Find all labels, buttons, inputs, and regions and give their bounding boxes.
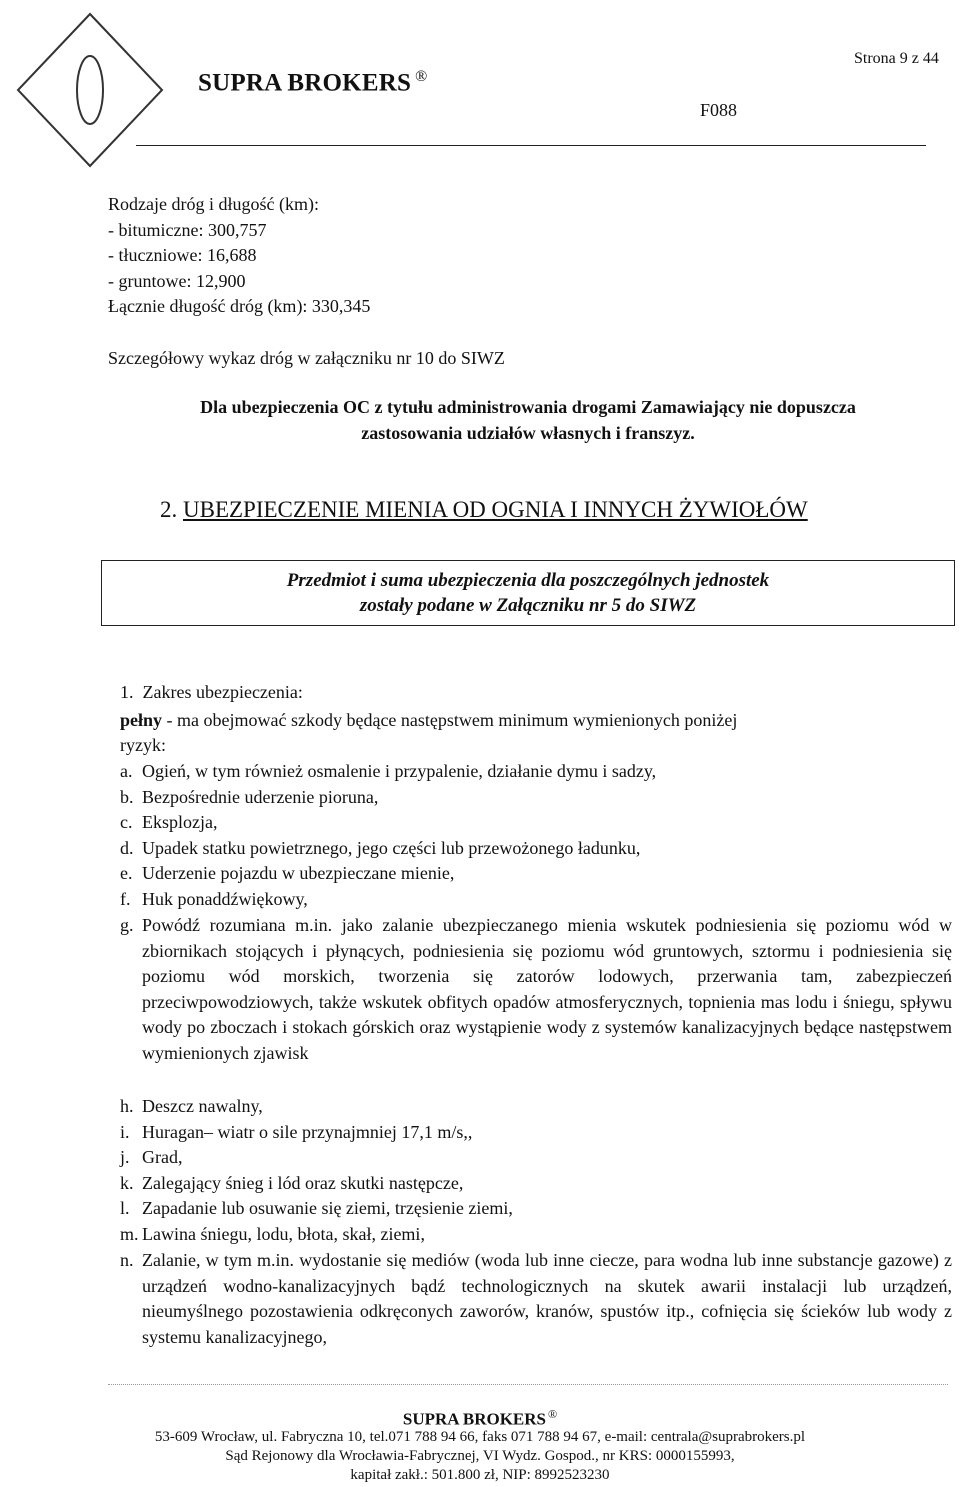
scope-block — [120, 680, 950, 759]
risk-item — [120, 810, 952, 836]
risk-item — [120, 759, 952, 785]
risk-label: h. — [120, 1096, 134, 1116]
roads-details: Szczegółowy wykaz dróg w załączniku nr 10 do SIWZ — [108, 348, 505, 368]
risk-text: Zalanie, w tym m.in. wydostanie się mediów (woda lub inne ciecze, para wodna lub inne substancje gazowe) z urządzeń wodno-kanalizacyjnych bądź technologicznych na skutek awarii instalacji lub urządzeń, nieumyślnego pozostawienia odkręconych zaworów, kranów, spustów itp., cofnięcia się ścieków lub wody z systemu kanalizacyjnego, — [142, 1250, 952, 1347]
header-company-name — [198, 68, 427, 97]
footer-divider — [108, 1384, 948, 1385]
risk-item — [120, 1094, 952, 1120]
risk-item — [120, 861, 952, 887]
risk-label: k. — [120, 1173, 134, 1193]
risk-text: Eksplozja, — [142, 812, 218, 832]
road-type-item: - bitumiczne: 300,757 — [108, 219, 267, 240]
road-type-item: - tłuczniowe: 16,688 — [108, 245, 257, 265]
risk-label: j. — [120, 1147, 130, 1167]
risk-item — [120, 785, 952, 811]
scope-text: - ma obejmować szkody będące następstwem minimum wymienionych poniżej — [162, 709, 738, 730]
risk-item — [120, 1248, 952, 1350]
subject-box — [101, 560, 955, 626]
scope-text-cont: ryzyk: — [120, 735, 166, 755]
risk-text: Upadek statku powietrznego, jego części lub przewożonego ładunku, — [142, 838, 641, 858]
footer-company — [0, 1404, 960, 1430]
risk-item — [120, 1145, 952, 1171]
risk-label: g. — [120, 915, 134, 935]
page-number: Strona 9 z 44 — [854, 50, 939, 67]
registered-mark: ® — [415, 68, 428, 85]
footer-capital: kapitał zakł.: 501.800 zł, NIP: 8992523230 — [350, 1467, 610, 1483]
risk-text: Zalegający śnieg i lód oraz skutki następcze, — [142, 1173, 464, 1193]
registered-mark: ® — [548, 1407, 558, 1421]
oc-note — [108, 395, 948, 446]
subject-box-line: zostały podane w Załączniku nr 5 do SIWZ — [359, 595, 697, 616]
risk-label: m. — [120, 1224, 139, 1244]
header-company-text: SUPRA BROKERS — [198, 69, 412, 97]
risk-text: Zapadanie lub osuwanie się ziemi, trzęsienie ziemi, — [142, 1198, 513, 1218]
risk-item — [120, 1196, 952, 1222]
oc-note-line: zastosowania udziałów własnych i franszyz. — [361, 422, 695, 443]
footer-address: 53-609 Wrocław, ul. Fabryczna 10, tel.071 788 94 66, faks 071 788 94 67, e-mail: centrala@suprabrokers.pl — [154, 1429, 806, 1445]
footer-court: Sąd Rejonowy dla Wrocławia-Fabrycznej, VI Wydz. Gospod., nr KRS: 0000155993, — [225, 1448, 735, 1464]
risk-label: b. — [120, 787, 134, 807]
scope-bold: pełny — [120, 709, 163, 730]
risk-item — [120, 1120, 952, 1146]
risk-item — [120, 1171, 952, 1197]
risk-text: Uderzenie pojazdu w ubezpieczane mienie, — [142, 863, 455, 883]
risk-text: Lawina śniegu, lodu, błota, skał, ziemi, — [142, 1224, 425, 1244]
risk-label: c. — [120, 812, 133, 832]
subject-box-line: Przedmiot i suma ubezpieczenia dla poszczególnych jednostek — [286, 570, 770, 591]
risk-text: Huragan– wiatr o sile przynajmniej 17,1 m/s,, — [142, 1122, 473, 1142]
risk-text: Huk ponaddźwiękowy, — [142, 889, 308, 909]
risk-text: Powódź rozumiana m.in. jako zalanie ubezpieczanego mienia wskutek podniesienia się poziomu wód w zbiornikach stojących i płynących, podniesienia się poziomu wód gruntowych, sztormu i podniesienia się poziomu wód morskich, tworzenia się zatorów lodowych, przerwania tam, zabezpieczeń przeciwpowodziowych, także wskutek obfitych opadów atmosferycznych, topnienia mas lodu i śniegu, spływu wody po zboczach i stokach górskich oraz wystąpienie wody z systemów kanalizacyjnych będące następstwem wymienionych zjawisk — [142, 915, 952, 1063]
road-type-item: - gruntowe: 12,900 — [108, 270, 246, 291]
footer-company-text: SUPRA BROKERS — [402, 1409, 546, 1429]
roads-heading: Rodzaje dróg i długość (km): — [108, 194, 319, 214]
risk-item — [120, 887, 952, 913]
risk-text: Deszcz nawalny, — [142, 1096, 263, 1116]
risk-label: a. — [120, 761, 133, 781]
risk-label: n. — [120, 1250, 134, 1270]
risk-label: i. — [120, 1122, 130, 1142]
roads-section — [108, 192, 370, 320]
section-title — [160, 497, 808, 523]
scope-description — [120, 708, 950, 734]
risk-item — [120, 913, 952, 1066]
risk-label: d. — [120, 838, 134, 858]
roads-total: Łącznie długość dróg (km): 330,345 — [108, 296, 371, 316]
risk-text: Grad, — [142, 1147, 183, 1167]
risk-label: f. — [120, 889, 131, 909]
header-divider — [136, 145, 926, 146]
risk-text: Ogień, w tym również osmalenie i przypalenie, działanie dymu i sadzy, — [142, 761, 657, 781]
risk-item — [120, 836, 952, 862]
supra-brokers-logo — [14, 10, 166, 170]
oc-note-line: Dla ubezpieczenia OC z tytułu administrowania drogami Zamawiający nie dopuszcza — [200, 397, 856, 417]
section-title-text: UBEZPIECZENIE MIENIA OD OGNIA I INNYCH ŻYWIOŁÓW — [183, 497, 808, 522]
risk-text: Bezpośrednie uderzenie pioruna, — [142, 787, 379, 807]
section-number: 2. — [160, 497, 178, 522]
risk-label: l. — [120, 1198, 130, 1218]
risk-item — [120, 1222, 952, 1248]
form-code: F088 — [700, 100, 738, 120]
scope-heading: 1. Zakres ubezpieczenia: — [120, 682, 303, 702]
risk-label: e. — [120, 863, 133, 883]
